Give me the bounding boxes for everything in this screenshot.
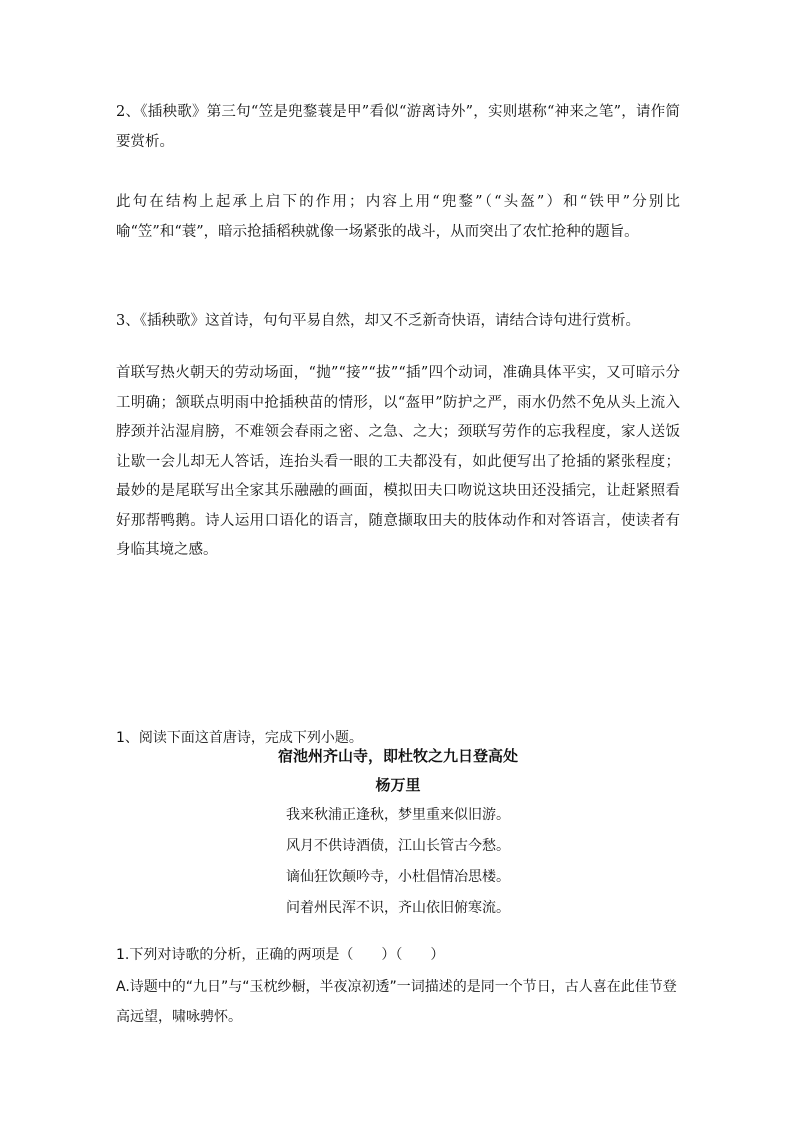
poem-line: 我来秋浦正逢秋，梦里重来似旧游。 — [286, 807, 510, 823]
answer-2: 此句在结构上起承上启下的作用；内容上用“兜鍪”（“头盔”）和“铁甲”分别比喻“笠”和“蓑”，暗示抢插稻秧就像一场紧张的战斗，从而突出了农忙抢种的题旨。 — [116, 194, 680, 240]
poem-author: 杨万里 — [375, 776, 421, 794]
option-a: A.诗题中的“九日”与“玉枕纱橱，半夜凉初透”一词描述的是同一个节日，古人喜在此佳节登高远望，啸咏骋怀。 — [116, 979, 677, 1025]
question-3: 3、《插秧歌》这首诗，句句平易自然，却又不乏新奇快语，请结合诗句进行赏析。 — [116, 313, 640, 329]
poem-line: 谪仙狂饮颠吟寺，小杜倡情冶思楼。 — [286, 869, 510, 885]
poem-title: 宿池州齐山寺，即杜牧之九日登高处 — [277, 747, 518, 765]
reading-intro: 1、阅读下面这首唐诗，完成下列小题。 — [116, 730, 363, 746]
question-2: 2、《插秧歌》第三句“笠是兜鍪蓑是甲”看似“游离诗外”，实则堪称“神来之笔”，请作简要赏析。 — [116, 104, 680, 150]
poem-body — [116, 800, 680, 924]
sub-question-1: 1.下列对诗歌的分析，正确的两项是（ ）（ ） — [116, 947, 445, 963]
poem-line: 问着州民浑不识，齐山依旧俯寒流。 — [286, 900, 510, 916]
poem-line: 风月不供诗酒债，江山长管古今愁。 — [286, 838, 510, 854]
answer-3: 首联写热火朝天的劳动场面，“抛”“接”“拔”“插”四个动词，准确具体平实，又可暗示分工明确；颔联点明雨中抢插秧苗的情形，以“盔甲”防护之严，雨水仍然不免从头上流入脖颈并沾湿肩膀，不难领会春雨之密、之急、之大；颈联写劳作的忘我程度，家人送饭让歇一会儿却无人答话，连抬头看一眼的工夫都没有，如此便写出了抢插的紧张程度；最妙的是尾联写出全家其乐融融的画面，模拟田夫口吻说这块田还没插完，让赶紧照看好那帮鸭鹅。诗人运用口语化的语言，随意撷取田夫的肢体动作和对答语言，使读者有身临其境之感。 — [116, 365, 680, 558]
